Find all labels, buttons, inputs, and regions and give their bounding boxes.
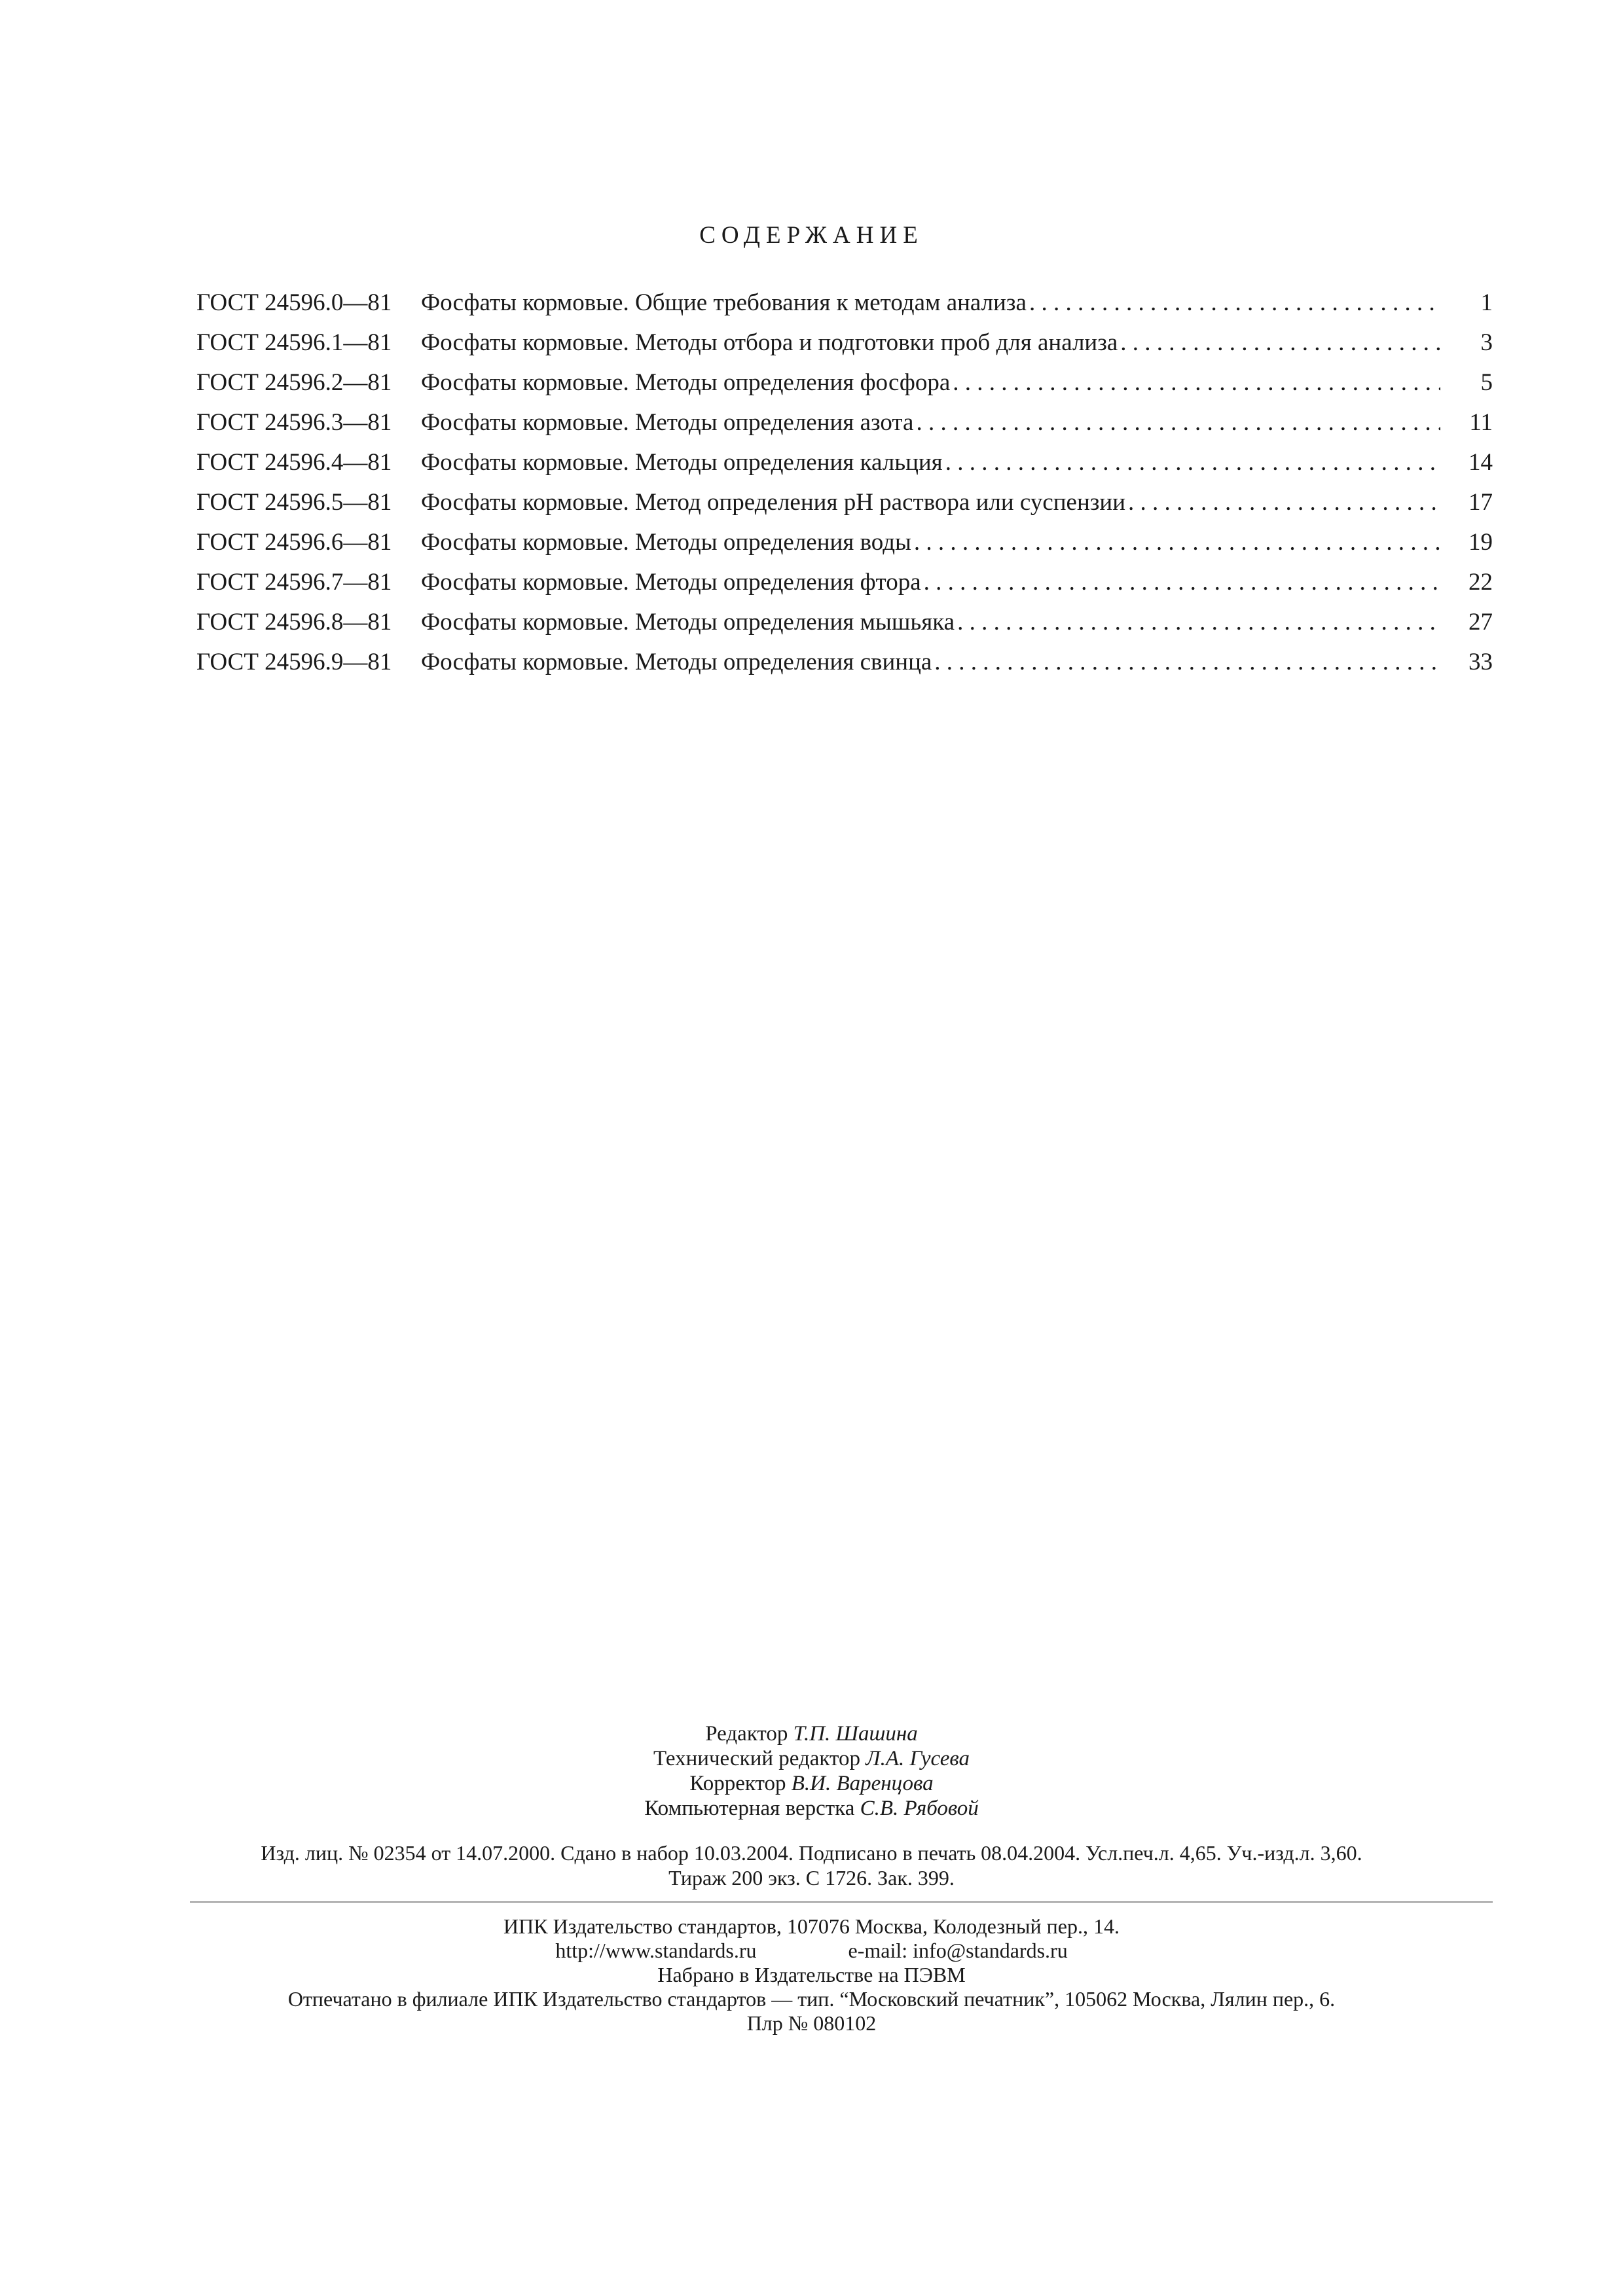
table-of-contents — [196, 283, 1493, 682]
toc-entry — [196, 602, 1493, 642]
toc-entry-page: 33 — [1468, 649, 1493, 675]
publication-line: Изд. лиц. № 02354 от 14.07.2000. Сдано в набор 10.03.2004. Подписано в печать 08.04.2004. Усл.печ.л. 4,65. Уч.-изд.л. 3,60. — [261, 1841, 1362, 1865]
printed-at: Отпечатано в филиале ИПК Издательство стандартов — тип. “Московский печатник”, 105062 Москва, Лялин пер., 6. — [287, 1987, 1336, 2011]
toc-leader-dots — [1118, 323, 1440, 363]
toc-entry-code: ГОСТ 24596.7—81 — [196, 569, 392, 596]
toc-entry-title: Фосфаты кормовые. Методы определения кальция — [421, 449, 943, 476]
email-link[interactable]: e-mail: info@standards.ru — [848, 1939, 1068, 1962]
divider — [190, 1901, 1493, 1903]
printer-details — [0, 1914, 1623, 2036]
toc-entry — [196, 283, 1493, 323]
toc-entry-page: 19 — [1468, 529, 1493, 556]
credit-layout — [0, 1796, 1623, 1821]
toc-entry-page: 14 — [1468, 449, 1493, 476]
toc-entry-title: Фосфаты кормовые. Методы определения азота — [421, 409, 914, 436]
toc-entry-title: Фосфаты кормовые. Общие требования к методам анализа — [421, 289, 1027, 316]
credit-technical-editor — [0, 1746, 1623, 1771]
print-run-line: Тираж 200 экз. С 1726. Зак. 399. — [668, 1866, 955, 1890]
toc-entry-page: 1 — [1480, 289, 1493, 316]
toc-entry-code: ГОСТ 24596.0—81 — [196, 289, 392, 316]
toc-entry-page: 17 — [1468, 489, 1493, 516]
website-link[interactable]: http://www.standards.ru — [555, 1939, 757, 1962]
toc-entry-code: ГОСТ 24596.4—81 — [196, 449, 392, 476]
toc-heading: СОДЕРЖАНИЕ — [699, 222, 924, 249]
credit-role: Технический редактор — [653, 1747, 860, 1770]
toc-entry-page: 27 — [1468, 609, 1493, 636]
toc-entry-page: 11 — [1469, 409, 1493, 436]
toc-entry-page: 5 — [1480, 369, 1493, 396]
credit-name: С.В. Рябовой — [860, 1797, 979, 1820]
credit-editor — [0, 1721, 1623, 1746]
toc-entry-code: ГОСТ 24596.9—81 — [196, 649, 392, 675]
toc-entry-title: Фосфаты кормовые. Методы определения фтора — [421, 569, 921, 596]
toc-entry — [196, 403, 1493, 442]
toc-entry-page: 3 — [1480, 329, 1493, 356]
credit-name: Л.А. Гусева — [866, 1747, 970, 1770]
toc-entry — [196, 522, 1493, 562]
toc-entry-page: 22 — [1468, 569, 1493, 596]
toc-entry — [196, 562, 1493, 602]
toc-entry-title: Фосфаты кормовые. Метод определения pH раствора или суспензии — [421, 489, 1125, 516]
toc-entry — [196, 323, 1493, 363]
toc-leader-dots — [1125, 482, 1440, 522]
toc-leader-dots — [943, 442, 1440, 482]
toc-leader-dots — [932, 642, 1440, 682]
staff-credits — [0, 1721, 1623, 1821]
typeset-note: Набрано в Издательстве на ПЭВМ — [657, 1963, 966, 1986]
toc-entry — [196, 363, 1493, 403]
credit-proofreader — [0, 1771, 1623, 1796]
credit-name: Т.П. Шашина — [793, 1722, 918, 1746]
toc-entry-code: ГОСТ 24596.6—81 — [196, 529, 392, 556]
toc-leader-dots — [913, 403, 1440, 442]
toc-entry-title: Фосфаты кормовые. Методы отбора и подготовки проб для анализа — [421, 329, 1118, 356]
toc-leader-dots — [921, 562, 1440, 602]
toc-entry-title: Фосфаты кормовые. Методы определения фосфора — [421, 369, 951, 396]
toc-entry-code: ГОСТ 24596.5—81 — [196, 489, 392, 516]
toc-entry-title: Фосфаты кормовые. Методы определения воды — [421, 529, 911, 556]
toc-entry-code: ГОСТ 24596.3—81 — [196, 409, 392, 436]
toc-leader-dots — [1027, 283, 1440, 323]
toc-entry-code: ГОСТ 24596.1—81 — [196, 329, 392, 356]
toc-entry — [196, 442, 1493, 482]
toc-entry — [196, 642, 1493, 682]
toc-entry-title: Фосфаты кормовые. Методы определения свинца — [421, 649, 932, 675]
credit-name: В.И. Варенцова — [791, 1772, 934, 1795]
license-number: Плр № 080102 — [746, 2011, 877, 2035]
toc-leader-dots — [911, 522, 1440, 562]
credit-role: Корректор — [689, 1772, 786, 1795]
toc-entry-code: ГОСТ 24596.2—81 — [196, 369, 392, 396]
toc-leader-dots — [950, 363, 1440, 403]
contact-line — [0, 1939, 1623, 1963]
toc-entry-title: Фосфаты кормовые. Методы определения мышьяка — [421, 609, 955, 636]
toc-leader-dots — [955, 602, 1440, 642]
publisher-address: ИПК Издательство стандартов, 107076 Москва, Колодезный пер., 14. — [503, 1914, 1120, 1938]
publication-details — [0, 1840, 1623, 1890]
toc-entry-code: ГОСТ 24596.8—81 — [196, 609, 392, 636]
toc-entry — [196, 482, 1493, 522]
credit-role: Редактор — [705, 1722, 788, 1746]
credit-role: Компьютерная верстка — [644, 1797, 855, 1820]
